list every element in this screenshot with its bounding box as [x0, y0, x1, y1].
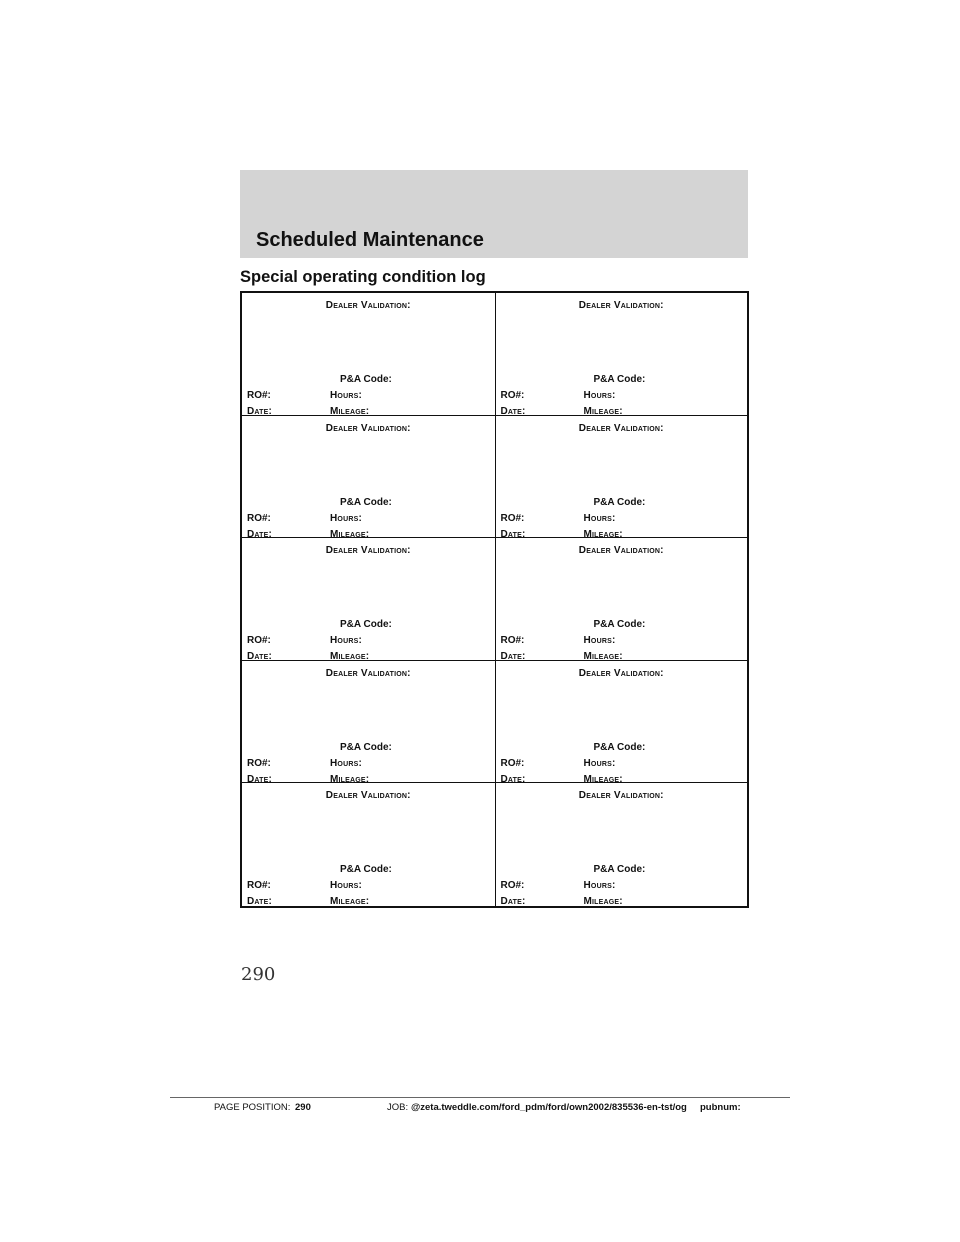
log-entry-cell: [495, 293, 748, 416]
log-entry-cell: [242, 783, 495, 906]
dealer-validation-label: Dealer Validation:: [325, 545, 411, 557]
hours-label: Hours:: [330, 757, 362, 769]
pa-code-label: P&A Code:: [593, 374, 646, 385]
log-entry-cell: [242, 661, 495, 784]
date-label: Date:: [500, 896, 526, 908]
log-entry-cell: [495, 661, 748, 784]
pa-code-label: P&A Code:: [340, 619, 392, 631]
date-label: Date:: [500, 651, 526, 663]
job-label: JOB:: [387, 1102, 409, 1113]
dealer-validation-label: Dealer Validation:: [325, 422, 411, 434]
mileage-label: Mileage:: [583, 528, 623, 540]
date-label: Date:: [500, 773, 526, 785]
hours-label: Hours:: [330, 512, 362, 524]
mileage-label: Mileage:: [330, 896, 370, 908]
dealer-validation-label: Dealer Validation:: [578, 422, 664, 434]
dealer-validation-label: Dealer Validation:: [325, 790, 411, 802]
ro-number-label: RO#:: [247, 757, 271, 769]
hours-label: Hours:: [583, 635, 616, 647]
pa-code-label: P&A Code:: [593, 496, 646, 508]
ro-number-label: RO#:: [500, 635, 525, 647]
date-label: Date:: [500, 528, 526, 540]
log-entry-cell: [495, 538, 748, 661]
section-header-band: [240, 170, 748, 258]
hours-label: Hours:: [583, 757, 616, 769]
date-label: Date:: [247, 406, 273, 417]
mileage-label: Mileage:: [330, 406, 370, 417]
hours-label: Hours:: [330, 635, 362, 647]
page-position-value: 290: [295, 1102, 311, 1113]
section-header-title: Scheduled Maintenance: [256, 229, 484, 251]
pa-code-label: P&A Code:: [593, 619, 646, 631]
hours-label: Hours:: [583, 390, 616, 401]
ro-number-label: RO#:: [500, 390, 525, 401]
pa-code-label: P&A Code:: [593, 741, 646, 753]
maintenance-log-grid: [240, 291, 749, 908]
log-entry-cell: [242, 293, 495, 416]
dealer-validation-label: Dealer Validation:: [578, 545, 664, 557]
date-label: Date:: [247, 896, 273, 908]
pa-code-label: P&A Code:: [340, 374, 392, 385]
mileage-label: Mileage:: [330, 528, 370, 540]
date-label: Date:: [247, 773, 273, 785]
ro-number-label: RO#:: [500, 880, 525, 892]
mileage-label: Mileage:: [583, 651, 623, 663]
log-title: Special operating condition log: [240, 268, 486, 286]
hours-label: Hours:: [583, 880, 616, 892]
log-entry-cell: [495, 783, 748, 906]
ro-number-label: RO#:: [247, 880, 271, 892]
print-footer: [210, 1102, 750, 1116]
page-position-label: PAGE POSITION:: [214, 1102, 291, 1113]
ro-number-label: RO#:: [500, 757, 525, 769]
ro-number-label: RO#:: [247, 390, 271, 401]
mileage-label: Mileage:: [583, 406, 623, 417]
log-entry-cell: [495, 416, 748, 539]
date-label: Date:: [247, 651, 273, 663]
pa-code-label: P&A Code:: [340, 741, 392, 753]
date-label: Date:: [247, 528, 273, 540]
page-number: 290: [241, 964, 276, 985]
dealer-validation-label: Dealer Validation:: [578, 667, 664, 679]
hours-label: Hours:: [330, 880, 362, 892]
footer-rule: [170, 1097, 790, 1098]
mileage-label: Mileage:: [330, 651, 370, 663]
mileage-label: Mileage:: [583, 896, 623, 908]
dealer-validation-label: Dealer Validation:: [578, 300, 664, 311]
ro-number-label: RO#:: [247, 635, 271, 647]
hours-label: Hours:: [330, 390, 362, 401]
log-entry-cell: [242, 416, 495, 539]
dealer-validation-label: Dealer Validation:: [325, 300, 411, 311]
dealer-validation-label: Dealer Validation:: [325, 667, 411, 679]
mileage-label: Mileage:: [583, 773, 623, 785]
date-label: Date:: [500, 406, 526, 417]
ro-number-label: RO#:: [500, 512, 525, 524]
pubnum-label: pubnum:: [700, 1102, 741, 1113]
ro-number-label: RO#:: [247, 512, 271, 524]
job-value: @zeta.tweddle.com/ford_pdm/ford/own2002/835536-en-tst/og: [411, 1102, 687, 1113]
pa-code-label: P&A Code:: [340, 864, 392, 876]
dealer-validation-label: Dealer Validation:: [578, 790, 664, 802]
hours-label: Hours:: [583, 512, 616, 524]
log-entry-cell: [242, 538, 495, 661]
mileage-label: Mileage:: [330, 773, 370, 785]
pa-code-label: P&A Code:: [593, 864, 646, 876]
pa-code-label: P&A Code:: [340, 496, 392, 508]
